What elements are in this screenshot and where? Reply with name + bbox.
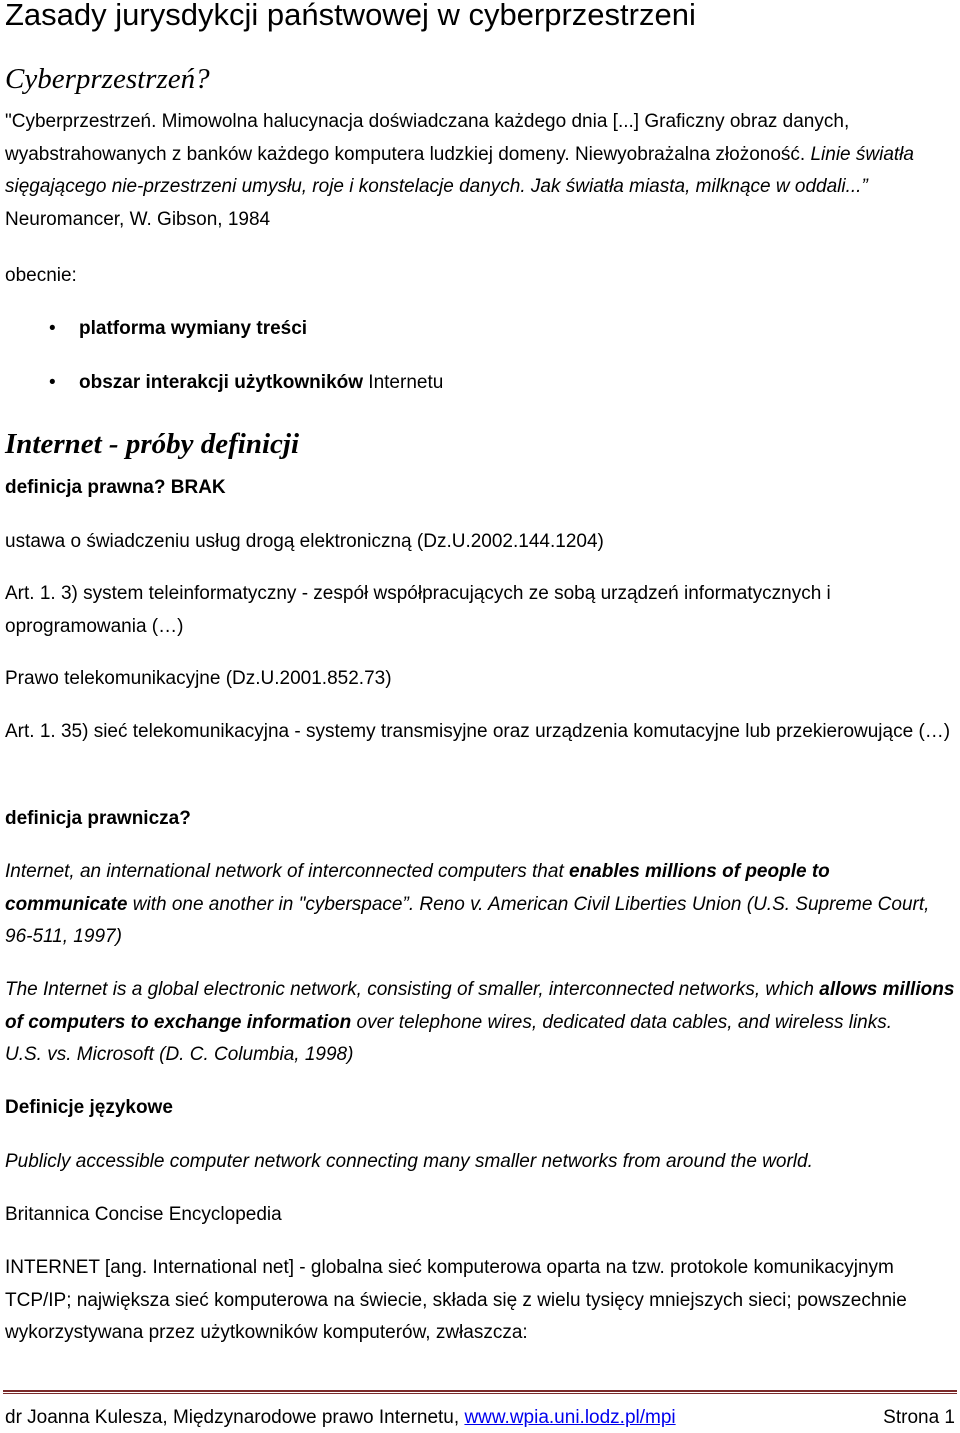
britannica-quote: Publicly accessible computer network connecting many smaller networks from around the world.	[5, 1151, 813, 1172]
language-definitions-label: Definicje językowe	[5, 1097, 173, 1118]
act2-title: Prawo telekomunikacyjne (Dz.U.2001.852.73)	[5, 668, 392, 689]
case-reno-quote: Internet, an international network of interconnected computers that enables millions of people to communicate with one another in "cyberspace”. Reno v. American Civil Liberties Union (U.S. Supreme Court, 96-511, 1997)	[5, 861, 930, 947]
page-number: Strona 1	[883, 1407, 955, 1428]
section-heading-internet-definitions: Internet - próby definicji	[5, 428, 300, 460]
gibson-quote	[5, 106, 957, 236]
page-footer	[5, 1403, 955, 1433]
act1-article: Art. 1. 3) system teleinformatyczny - zespół współpracujących ze sobą urządzeń informatycznych i oprogramowania (…)	[5, 583, 831, 637]
bullet-text: platforma wymiany treści	[79, 318, 308, 339]
act2-article: Art. 1. 35) sieć telekomunikacyjna - systemy transmisyjne oraz urządzenia komutacyjne lub przekierowujące (…)	[5, 721, 951, 742]
quote-source: Neuromancer, W. Gibson, 1984	[5, 208, 271, 230]
quote-text-italic: Linie światła sięgającego nie-przestrzeni umysłu, roje i konstelacje danych. Jak światła miasta, milknące w oddali...”	[5, 143, 914, 197]
bullet-icon: •	[49, 372, 56, 393]
quote-text: "Cyberprzestrzeń. Mimowolna halucynacja doświadczana każdego dnia [...] Graficzny obraz danych, wyabstrahowanych z banków każdego komputera ludzkiej domeny. Niewyobrażalna złożoność.	[5, 111, 850, 165]
act1-title: ustawa o świadczeniu usług drogą elektroniczną (Dz.U.2002.144.1204)	[5, 531, 604, 552]
section-heading-cyberspace: Cyberprzestrzeń?	[5, 63, 210, 95]
legal-definition-label: definicja prawna? BRAK	[5, 477, 226, 498]
footer-author: dr Joanna Kulesza, Międzynarodowe prawo Internetu,	[5, 1407, 465, 1428]
britannica-source: Britannica Concise Encyclopedia	[5, 1204, 282, 1225]
polish-definition: INTERNET [ang. International net] - globalna sieć komputerowa oparta na tzw. protokole komunikacyjnym TCP/IP; największa sieć komputerowa na świecie, składa się z wielu tysięcy mniejszych sieci; powszechnie wykorzystywana przez użytkowników komputerów, zwłaszcza:	[5, 1257, 907, 1343]
currently-label: obecnie:	[5, 265, 77, 286]
lawyer-definition-label: definicja prawnicza?	[5, 808, 191, 829]
bullet-text: obszar interakcji użytkowników Internetu	[79, 372, 444, 393]
bullet-icon: •	[49, 318, 56, 339]
footer-link[interactable]: www.wpia.uni.lodz.pl/mpi	[464, 1407, 676, 1428]
footer-divider	[3, 1390, 957, 1394]
document-title: Zasady jurysdykcji państwowej w cyberprzestrzeni	[5, 0, 696, 32]
case-microsoft-quote: The Internet is a global electronic network, consisting of smaller, interconnected networks, which allows millions of computers to exchange information over telephone wires, dedicated data cables, and wireless links.U.S. vs. Microsoft (D. C. Columbia, 1998)	[5, 979, 955, 1065]
case-microsoft-source: U.S. vs. Microsoft (D. C. Columbia, 1998)	[5, 1044, 354, 1065]
